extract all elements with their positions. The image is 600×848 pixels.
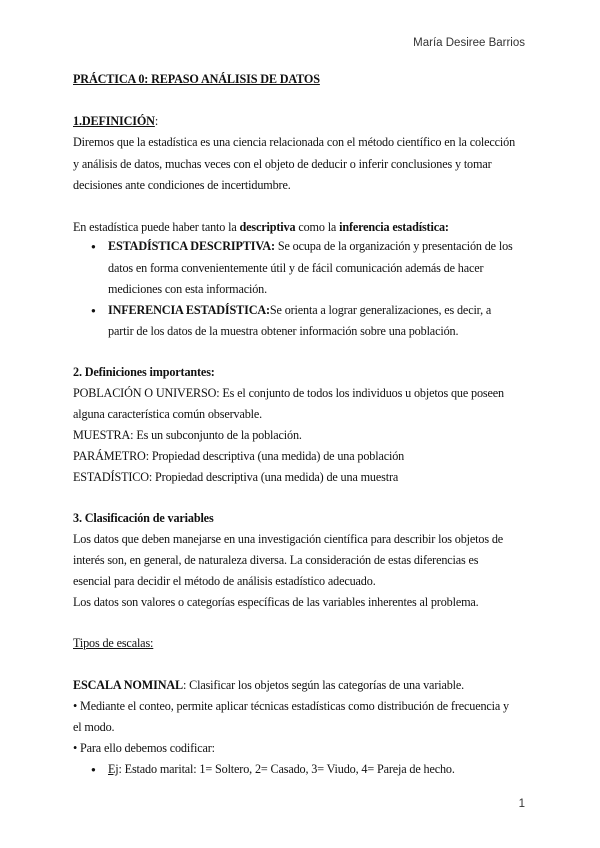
- example-text: : Estado marital: 1= Soltero, 2= Casado, 3= Viudo, 4= Pareja de hecho.: [118, 762, 455, 776]
- paragraph-line: esencial para decidir el método de análisis estadístico adecuado.: [73, 574, 376, 588]
- page-number: 1: [518, 798, 525, 810]
- bullet-dot-icon: ●: [91, 306, 96, 315]
- bullet-continuation: partir de los datos de la muestra obtener información sobre una población.: [108, 324, 459, 338]
- paragraph-line: decisiones ante condiciones de incertidumbre.: [73, 178, 291, 192]
- scales-heading: Tipos de escalas:: [73, 636, 154, 650]
- bullet-text: Se orienta a lograr generalizaciones, es decir, a: [269, 303, 492, 317]
- section2-heading: 2. Definiciones importantes:: [73, 365, 215, 379]
- bullet-item-descriptiva: [108, 239, 513, 254]
- definition-line: alguna característica común observable.: [73, 407, 263, 421]
- example-label: Ej: [108, 762, 119, 776]
- example-line: [108, 762, 455, 777]
- definition-line: POBLACIÓN O UNIVERSO: Es el conjunto de todos los individuos u objetos que poseen: [73, 386, 504, 400]
- nominal-label: ESCALA NOMINAL: [73, 678, 183, 692]
- section1-heading-colon: :: [154, 114, 159, 128]
- definition-line: MUESTRA: Es un subconjunto de la población.: [73, 428, 302, 442]
- paragraph-line: y análisis de datos, muchas veces con el objeto de deducir o inferir conclusiones y tomar: [73, 157, 492, 171]
- bullet-label: ESTADÍSTICA DESCRIPTIVA:: [108, 239, 275, 253]
- intro-bold-inferencia: inferencia estadística:: [339, 220, 449, 234]
- author-name: María Desiree Barrios: [413, 37, 525, 49]
- definition-line: ESTADÍSTICO: Propiedad descriptiva (una medida) de una muestra: [73, 470, 399, 484]
- section3-heading: 3. Clasificación de variables: [73, 511, 214, 525]
- nominal-detail-line: el modo.: [73, 720, 115, 734]
- document-title: PRÁCTICA 0: REPASO ANÁLISIS DE DATOS: [73, 72, 320, 86]
- paragraph-line: Los datos son valores o categorías específicas de las variables inherentes al problema.: [73, 595, 479, 609]
- bullet-text: Se ocupa de la organización y presentación de los: [274, 239, 513, 253]
- nominal-scale-line: [73, 678, 464, 693]
- intro-text: como la: [295, 220, 340, 234]
- nominal-text: : Clasificar los objetos según las categorías de una variable.: [182, 678, 465, 692]
- bullet-continuation: datos en forma convenientemente útil y de fácil comunicación además de hacer: [108, 261, 484, 275]
- paragraph-line: Los datos que deben manejarse en una investigación científica para describir los objetos de: [73, 532, 504, 546]
- section1-heading-row: [73, 114, 158, 129]
- section1-intro: [73, 220, 449, 235]
- bullet-continuation: mediciones con esta información.: [108, 282, 267, 296]
- bullet-dot-icon: ●: [91, 242, 96, 251]
- bullet-item-inferencia: [108, 303, 491, 318]
- definition-line: PARÁMETRO: Propiedad descriptiva (una medida) de una población: [73, 449, 405, 463]
- section1-heading: 1.DEFINICIÓN: [73, 114, 155, 128]
- paragraph-line: Diremos que la estadística es una ciencia relacionada con el método científico en la colección: [73, 135, 516, 149]
- bullet-dot-icon: ●: [91, 765, 96, 774]
- bullet-label: INFERENCIA ESTADÍSTICA:: [108, 303, 270, 317]
- nominal-detail-line: • Mediante el conteo, permite aplicar técnicas estadísticas como distribución de frecuencia y: [73, 699, 509, 713]
- paragraph-line: interés son, en general, de naturaleza diversa. La consideración de estas diferencias es: [73, 553, 479, 567]
- intro-bold-descriptiva: descriptiva: [239, 220, 296, 234]
- nominal-detail-line: • Para ello debemos codificar:: [73, 741, 215, 755]
- intro-text: En estadística puede haber tanto la: [73, 220, 240, 234]
